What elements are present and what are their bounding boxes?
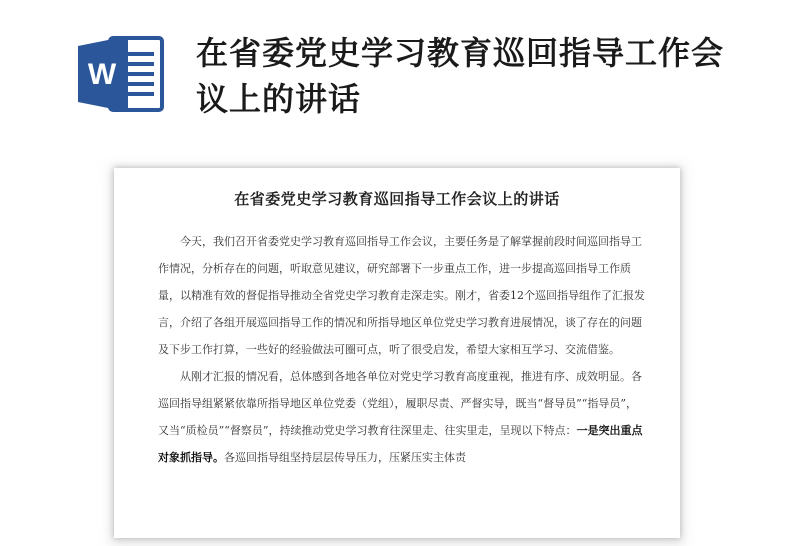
page-title: 在省委党史学习教育巡回指导工作会议上的讲话: [196, 34, 725, 118]
paragraph: 今天，我们召开省委党史学习教育巡回指导工作会议，主要任务是了解掌握前段时间巡回指导工作情况，分析存在的问题，听取意见建议，研究部署下一步重点工作，进一步提高巡回指导工作质量，以精准有效的督促指导推动全省党史学习教育走深走实。刚才，省委12个巡回指导组作了汇报发言，介绍了各组开展巡回指导工作的情况和所指导地区单位党史学习教育进展情况，谈了存在的问题及下步工作打算，一些好的经验做法可圈可点，听了很受启发，希望大家相互学习、交流借鉴。: [158, 235, 645, 356]
paragraph-tail: 各巡回指导组坚持层层传导压力，压紧压实主体责: [224, 451, 466, 464]
document-title: 在省委党史学习教育巡回指导工作会议上的讲话: [234, 190, 560, 208]
emphasis-text: 一是突出重点对象抓指导。: [158, 424, 643, 464]
paragraph: [158, 363, 646, 471]
header: [0, 0, 800, 150]
document-page: [114, 168, 680, 538]
paragraph-text: 从刚才汇报的情况看，总体感到各地各单位对党史学习教育高度重视，推进有序、成效明显。各巡回指导组紧紧依靠所指导地区单位党委（党组），履职尽责、严督实导，既当“督导员”“指导员”，又当“质检员”“督察员”，持续推动党史学习教育往深里走、往实里走，呈现以下特点：: [158, 370, 642, 437]
document-body: [158, 228, 646, 471]
word-icon: [76, 32, 166, 116]
word-logo-letter: W: [87, 58, 117, 91]
